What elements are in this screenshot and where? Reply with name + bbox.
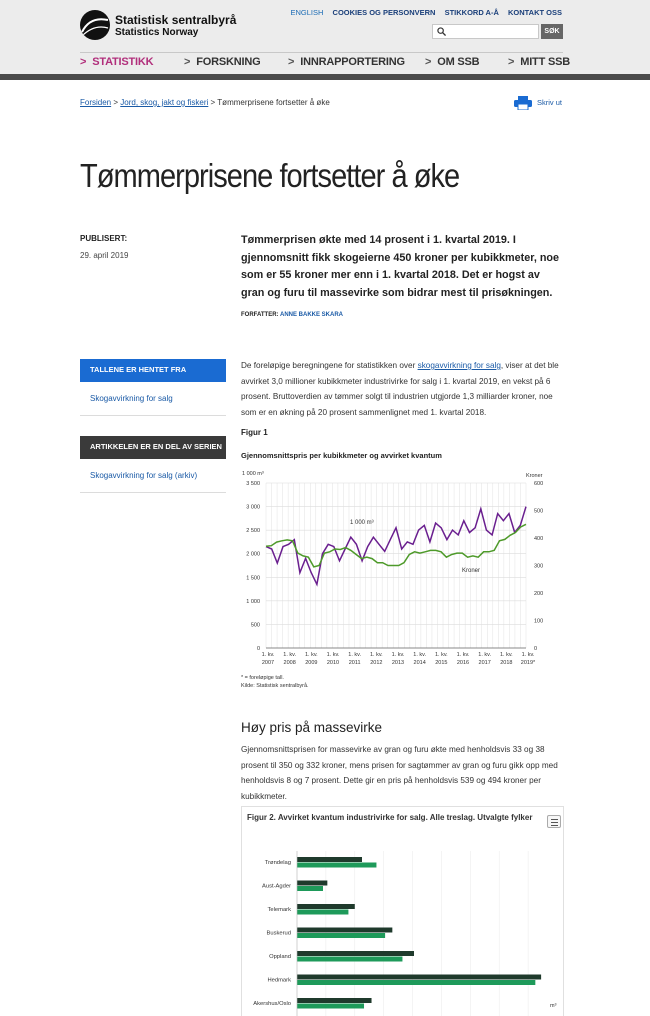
sidebox-series-title: ARTIKKELEN ER EN DEL AV SERIEN [80,436,226,459]
divider [80,415,226,416]
x-tick-top: 1. kv. [499,652,513,658]
article-paragraph: De foreløpige beregningene for statistikken over skogavvirkning for salg, viser at det ble avvirket 3,0 millioner kubikkmeter industrivirke for salg i 1. kvartal 2019, en vekst på 6 prosent. Bruttoverdien av tømmer solgt til industrien utgjorde 1,3 milliarder kroner, noe som er en økning på 20 prosent sammenlignet med 1. kvartal 2018. [241,361,559,417]
link-cookies[interactable]: COOKIES OG PERSONVERN [332,8,436,17]
nav-forskning[interactable]: > FORSKNING [184,56,261,68]
bar-category-label: Aust-Agder [262,883,291,890]
section-heading: Høy pris på massevirke [241,720,383,735]
x-tick: 2010 [326,660,340,666]
divider [80,492,226,493]
bar [297,928,392,933]
header-bar [0,74,650,80]
nav-divider [80,52,563,53]
x-tick: 2007 [261,660,275,666]
logo-title: Statistisk sentralbyrå [115,13,237,27]
x-tick-top: 1. kv. [348,652,362,658]
published-date: 29. april 2019 [80,251,129,260]
x-tick: 2014 [413,660,426,666]
y-tick-left: 1 000 [246,598,260,605]
x-tick-top: 1. kv. [413,652,427,658]
bar [297,998,372,1003]
bar [297,886,323,891]
search-icon [437,27,446,36]
chevron-right-icon: > [80,56,87,68]
bar [297,951,414,956]
ssb-logo[interactable] [80,10,280,42]
x-tick-top: 1. kv. [521,652,535,658]
ssb-logo-icon [80,10,110,40]
y-tick-right: 0 [534,646,538,652]
y-tick-right: 200 [534,591,544,597]
y-tick-right: 100 [534,618,544,625]
series-line [266,507,526,585]
bar [297,904,355,909]
y-tick-right: 600 [534,481,544,487]
bar-category-label: Buskerud [266,930,291,937]
y-tick-left: 2 000 [246,551,260,558]
chart-menu-button[interactable] [547,815,561,828]
x-tick: 2019* [520,660,536,666]
unit-label: m³ [550,1003,557,1009]
y-tick-right: 400 [534,536,544,542]
x-tick: 2015 [435,660,448,666]
figure2-bar-chart [242,843,565,1016]
nav-om-ssb[interactable]: > OM SSB [425,56,480,68]
chevron-right-icon: > [288,56,295,68]
x-tick: 2017 [478,660,491,666]
y-tick-right: 300 [534,563,544,570]
series-label: Kroner [462,568,481,574]
figure1-label: Figur 1 [241,428,268,437]
series-label: 1 000 m³ [350,520,374,526]
y-axis-label-left: 1 000 m³ [242,471,264,477]
search-input[interactable] [432,24,539,39]
x-tick: 2013 [391,660,405,666]
bar [297,910,348,915]
sidebox-source-title: TALLENE ER HENTET FRA [80,359,226,382]
bar-category-label: Oppland [269,954,291,960]
x-tick-top: 1. kv. [434,652,448,658]
breadcrumb-home[interactable]: Forsiden [80,98,112,107]
chevron-right-icon: > [184,56,191,68]
sidebox-series-link[interactable]: Skogavvirkning for salg (arkiv) [90,471,198,480]
y-axis-label-right: Kroner [526,473,543,479]
page-title: Tømmerprisene fortsetter å øke [80,157,460,194]
bar [297,957,402,962]
x-tick: 2009 [305,660,318,666]
nav-innrapportering[interactable]: > INNRAPPORTERING [288,56,405,68]
x-tick-top: 1. kv. [283,652,297,658]
site-header [0,0,650,80]
link-skogavvirkning[interactable]: skogavvirkning for salg [417,361,501,370]
x-tick: 2011 [348,660,361,666]
y-tick-left: 2 500 [246,528,260,535]
article-lead: Tømmerprisen økte med 14 prosent i 1. kvartal 2019. I gjennomsnitt fikk skogeierne 450 kroner per kubikkmeter, noe som er 55 kroner mer enn i 1. kvartal 2018. Det er hogst av gran og furu til massevirke som bidrar mest til prisøkningen. [241,234,560,299]
y-tick-left: 1 500 [246,575,260,582]
figure1-line-chart [236,466,566,672]
top-links [284,8,563,17]
x-tick-top: 1. kv. [326,652,340,658]
x-tick: 2008 [283,660,296,666]
figure2-container [241,806,564,1016]
published-label: PUBLISERT: [80,234,128,243]
nav-statistikk[interactable]: > STATISTIKK [80,56,154,68]
bar-category-label: Trøndelag [264,860,291,866]
nav-mitt-ssb[interactable]: > MITT SSB [508,56,570,68]
x-tick-top: 1. kv. [369,652,383,658]
logo-subtitle: Statistics Norway [115,27,199,38]
y-tick-left: 0 [256,646,260,652]
figure1-source: Kilde: Statistisk sentralbyrå. [241,683,309,689]
x-tick: 2012 [370,660,383,666]
bar [297,1004,364,1009]
bar-category-label: Hedmark [267,977,291,984]
print-button[interactable]: Skriv ut [514,96,574,110]
figure2-title: Figur 2. Avvirket kvantum industrivirke for salg. Alle treslag. Utvalgte fylker [247,813,533,822]
y-tick-left: 500 [250,622,260,629]
bar [297,881,327,886]
chevron-right-icon: > [425,56,432,68]
x-tick-top: 1. kv. [304,652,318,658]
y-tick-left: 3 500 [246,481,260,487]
breadcrumb-current: Tømmerprisene fortsetter å øke [217,98,330,107]
sidebox-source-link[interactable]: Skogavvirkning for salg [90,394,173,403]
x-tick: 2018 [500,660,513,666]
bar [297,975,541,980]
link-kontakt[interactable]: KONTAKT OSS [507,8,562,17]
figure1-note: * = foreløpige tall. [241,675,284,681]
x-tick-top: 1. kv. [478,652,492,658]
bar [297,980,535,985]
bar-category-label: Akershus/Oslo [253,1001,291,1007]
bar [297,857,362,862]
breadcrumb-section[interactable]: Jord, skog, jakt og fiskeri [120,98,209,107]
link-english[interactable]: ENGLISH [290,8,324,17]
breadcrumb: Forsiden > Jord, skog, jakt og fiskeri > Tømmerprisene fortsetter å øke [80,98,330,107]
search-button[interactable]: SØK [541,24,563,39]
article-paragraph: Gjennomsnittsprisen for massevirke av gran og furu økte med henholdsvis 33 og 38 prosent til 350 og 332 kroner, mens prisen for sagtømmer av gran og furu gikk opp med henholdsvis 8 og 7 prosent. Dette gir en pris på henholdsvis 539 og 494 kroner per kubikkmeter. [241,745,558,801]
x-tick: 2016 [456,660,470,666]
link-stikkord[interactable]: STIKKORD A-Å [444,8,499,17]
chevron-right-icon: > [508,56,515,68]
author-link[interactable]: ANNE BAKKE SKARA [280,312,344,318]
figure1-title: Gjennomsnittspris per kubikkmeter og avvirket kvantum [241,451,442,460]
bar [297,863,376,868]
author: FORFATTER: ANNE BAKKE SKARA [241,312,344,318]
bar-category-label: Telemark [267,907,291,913]
x-tick-top: 1. kv. [261,652,275,658]
y-tick-right: 500 [534,508,544,515]
x-tick-top: 1. kv. [391,652,405,658]
bar [297,933,385,938]
x-tick-top: 1. kv. [456,652,470,658]
printer-icon [514,96,532,110]
main-nav [80,56,570,72]
y-tick-left: 3 000 [246,504,260,511]
